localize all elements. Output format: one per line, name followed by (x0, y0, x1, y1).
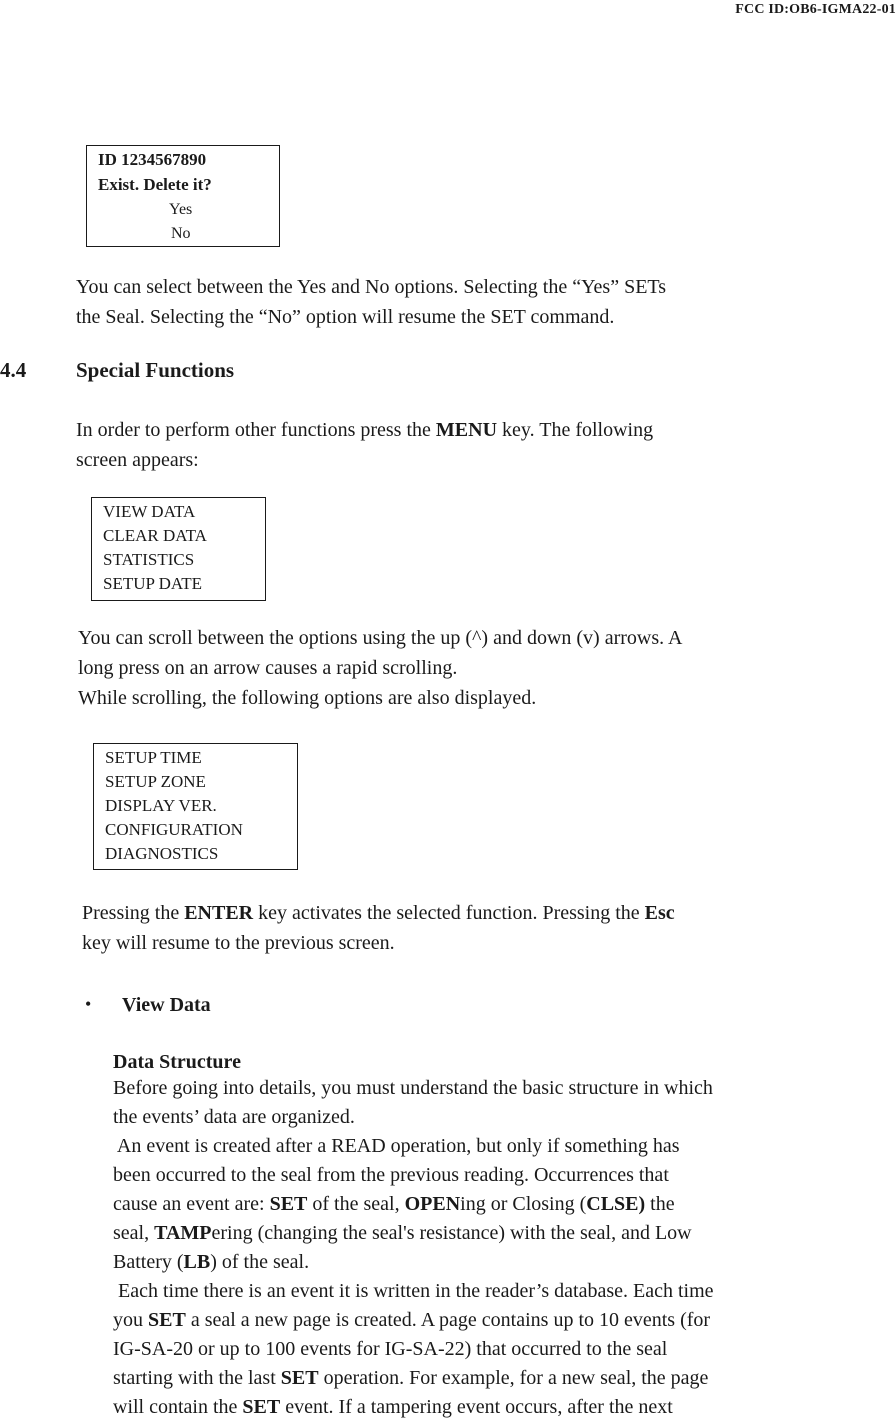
data-structure-heading: Data Structure (113, 1051, 241, 1073)
para-scroll-line-2: long press on an arrow causes a rapid scrolling. (78, 657, 458, 679)
para-select-line-2: the Seal. Selecting the “No” option will resume the SET command. (76, 306, 615, 328)
ds-p2-line-2: been occurred to the seal from the previous reading. Occurrences that (113, 1164, 669, 1186)
ds-text: the (645, 1193, 675, 1215)
ds-p2-line-3 (113, 1189, 675, 1219)
ds-text: ) of the seal. (210, 1251, 310, 1273)
para-scroll-line-3: While scrolling, the following options are also displayed. (78, 687, 537, 709)
menu-item-clear-data: CLEAR DATA (103, 526, 207, 545)
ds-text: seal, (113, 1222, 155, 1244)
ds-text: of the seal, (307, 1193, 405, 1215)
enter-key-name: ENTER (184, 902, 254, 924)
ds-keyword-open: OPEN (404, 1193, 461, 1215)
ds-p3-line-3: IG-SA-20 or up to 100 events for IG-SA-22) that occurred to the seal (113, 1338, 668, 1360)
option-no: No (171, 225, 191, 242)
ds-text: a seal a new page is created. A page contains up to 10 events (for (185, 1309, 711, 1331)
menu-screen-1 (91, 497, 266, 601)
menu-item-diagnostics: DIAGNOSTICS (105, 844, 219, 863)
menu-item-configuration: CONFIGURATION (105, 820, 243, 839)
para-enter-line-1 (82, 898, 675, 928)
ds-keyword-lb: LB (183, 1251, 211, 1273)
ds-text: ering (changing the seal's resistance) with the seal, and Low (211, 1222, 692, 1244)
ds-p3-line-1: Each time there is an event it is written in the reader’s database. Each time (113, 1280, 714, 1302)
ds-keyword-clse: CLSE) (586, 1193, 646, 1215)
section-title: Special Functions (76, 358, 235, 382)
menu-item-statistics: STATISTICS (103, 550, 195, 569)
ds-text: cause an event are: (113, 1193, 270, 1215)
ds-keyword-set: SET (148, 1309, 186, 1331)
fcc-id-header: FCC ID:OB6-IGMA22-01 (735, 2, 896, 17)
ds-p1-line-1: Before going into details, you must understand the basic structure in which (113, 1077, 713, 1099)
ds-keyword-tamp: TAMP (154, 1222, 212, 1244)
menu-key-name: MENU (435, 419, 498, 441)
para-enter-text-a: Pressing the (82, 902, 185, 924)
ds-p2-line-5 (113, 1247, 309, 1277)
ds-text: will contain the (113, 1396, 243, 1418)
menu-item-view-data: VIEW DATA (103, 502, 196, 521)
ds-text: operation. For example, for a new seal, the page (318, 1367, 709, 1389)
para-scroll-line-1: You can scroll between the options using the up (^) and down (v) arrows. A (78, 627, 683, 649)
section-number: 4.4 (0, 358, 27, 382)
menu-item-setup-time: SETUP TIME (105, 748, 202, 767)
bullet-dot: • (85, 994, 92, 1014)
menu-item-setup-date: SETUP DATE (103, 574, 203, 593)
ds-p3-line-2 (113, 1305, 710, 1335)
para-enter-text-b: key activates the selected function. Pressing the (253, 902, 645, 924)
menu-item-display-ver: DISPLAY VER. (105, 796, 217, 815)
menu-item-setup-zone: SETUP ZONE (105, 772, 206, 791)
screen-delete-prompt: Exist. Delete it? (98, 175, 212, 194)
para-enter-line-2: key will resume to the previous screen. (82, 932, 395, 954)
para-menu-text-a: In order to perform other functions press the (76, 419, 436, 441)
ds-keyword-set: SET (269, 1193, 308, 1215)
ds-text: ing or Closing ( (460, 1193, 587, 1215)
ds-p1-line-2: the events’ data are organized. (113, 1106, 355, 1128)
screen-id-line: ID 1234567890 (98, 150, 207, 169)
para-menu-line-2: screen appears: (76, 449, 199, 471)
bullet-view-data-label: View Data (122, 994, 211, 1016)
ds-p3-line-5 (113, 1392, 673, 1422)
ds-p3-line-4 (113, 1363, 708, 1393)
para-menu-line-1 (76, 415, 653, 445)
para-menu-text-b: key. The following (497, 419, 654, 441)
para-select-line-1: You can select between the Yes and No options. Selecting the “Yes” SETs (76, 276, 667, 298)
ds-keyword-set: SET (242, 1396, 281, 1418)
ds-text: you (113, 1309, 148, 1331)
ds-text: Battery ( (113, 1251, 184, 1273)
ds-p2-line-4 (113, 1218, 692, 1248)
ds-text: event. If a tampering event occurs, after the next (280, 1396, 673, 1418)
menu-screen-2 (93, 743, 298, 870)
esc-key-name: Esc (644, 902, 675, 924)
option-yes: Yes (169, 201, 193, 218)
delete-confirm-screen (86, 145, 280, 247)
ds-keyword-set: SET (280, 1367, 319, 1389)
ds-text: starting with the last (113, 1367, 281, 1389)
ds-p2-line-1: An event is created after a READ operation, but only if something has (113, 1135, 680, 1157)
